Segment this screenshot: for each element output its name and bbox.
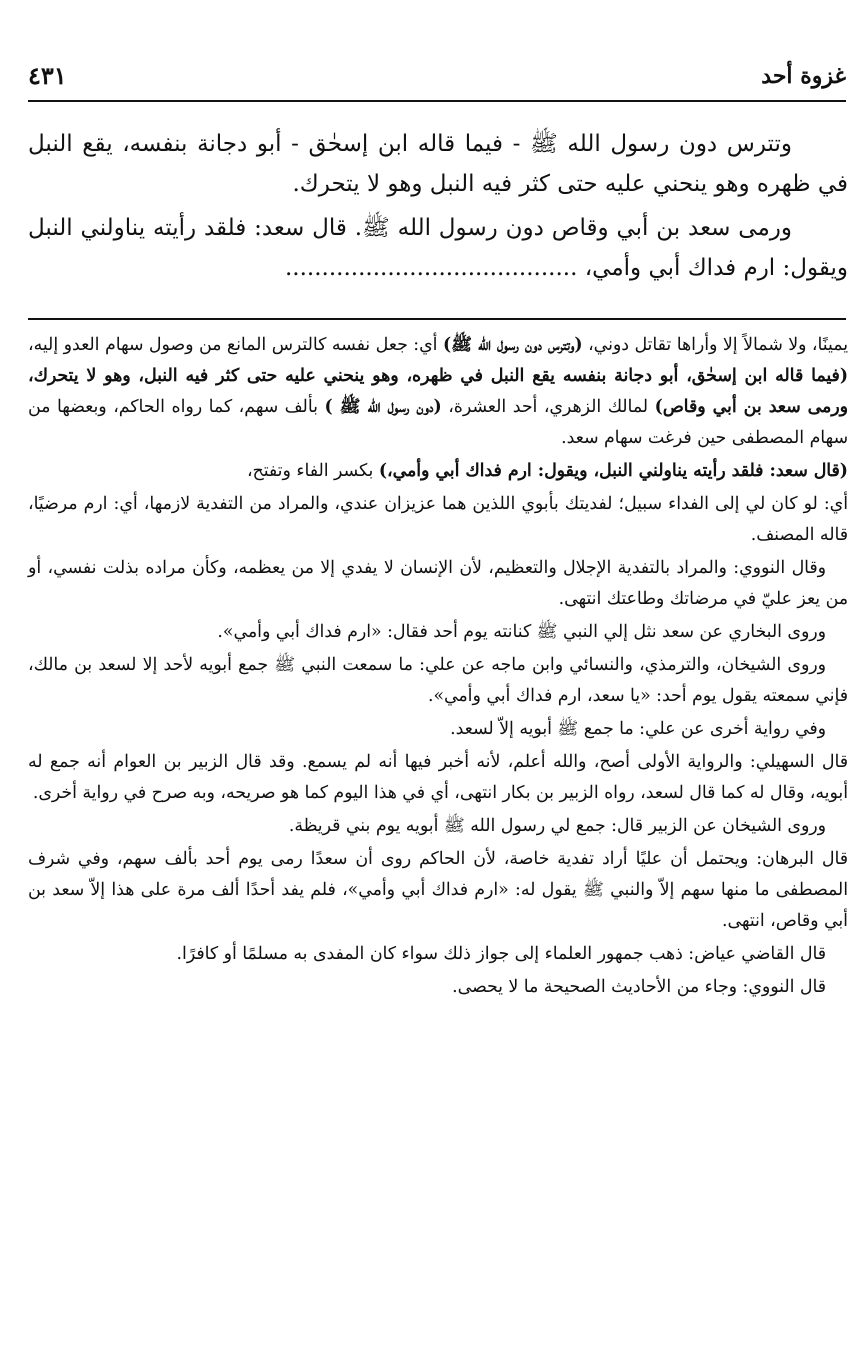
commentary-paragraph: قال القاضي عياض: ذهب جمهور العلماء إلى جواز ذلك سواء كان المفدى به مسلمًا أو كافرًا. [176,944,826,964]
commentary-span: بكسر الفاء وتفتح، [246,461,379,481]
page-header [28,56,846,96]
commentary-span: يمينًا، ولا شمالاً إلا وأراها تقاتل دوني، [582,335,849,355]
commentary-paragraph: قال البرهان: ويحتمل أن عليًا أراد تفدية خاصة، لأن الحاكم روى أن سعدًا رمى يوم أحد بألف سهم، وفي شرف المصطفى ما منها سهم إلاّ والنبي ﷺ يقول له: «ارم فداك أبي وأمي»، فلم يفد أحدًا ألف مرة على هذا إلاّ سعد بن أبي وقاص، انتهى. [28,849,848,931]
commentary-span: لمالك الزهري، أحد العشرة، [441,397,655,417]
commentary-text [28,330,848,1005]
quoted-matn: (دون رسول الله ﷺ ) [324,397,442,417]
quoted-matn: (قال سعد: فلقد رأيته يناولني النبل، ويقول: ارم فداك أبي وأمي،) [378,461,848,481]
commentary-paragraph [28,330,848,454]
commentary-paragraph [28,456,848,487]
page-number: ٤٣١ [28,61,67,90]
commentary-span: بألف سهم، كما رواه الحاكم، وبعضها من سهام المصطفى حين فرغت سهام سعد. [28,397,848,448]
commentary-span: أي: جعل نفسه كالترس المانع من وصول سهام العدو إليه، [28,335,443,355]
commentary-paragraph: قال السهيلي: والرواية الأولى أصح، والله أعلم، لأنه أخبر فيها أنه لم يسمع. وقد قال الزبير بن العوام أنه جمع له أبويه، وقال له كما قال لسعد، رواه الزبير بن بكار انتهى، أي في هذا اليوم كما هو صريحه، وبه صرح في رواية أخرى. [28,752,848,803]
quoted-matn: (وتترس دون رسول الله ﷺ) [442,335,583,355]
quoted-matn: (فيما قاله ابن إسحٰق، أبو دجانة بنفسه يقع النبل في ظهره، وهو ينحني عليه حتى كثر فيه النبل، وهو لا يتحرك، ورمى سعد بن أبي وقاص) [28,366,848,417]
main-text-paragraph [28,208,848,288]
commentary-paragraph: وروى الشيخان عن الزبير قال: جمع لي رسول الله ﷺ أبويه يوم بني قريظة. [288,816,826,836]
commentary-paragraph: وروى البخاري عن سعد نثل إلي النبي ﷺ كنانته يوم أحد فقال: «ارم فداك أبي وأمي». [217,622,826,642]
separator-rule [28,318,846,320]
main-text-line: ورمى سعد بن أبي وقاص دون رسول الله ﷺ. قال سعد: فلقد رأيته يناولني النبل ويقول: ارم فداك أبي وأمي، [28,215,848,281]
commentary-paragraph: أي: لو كان لي إلى الفداء سبيل؛ لفديتك بأبوي اللذين هما عزيزان عندي، والمراد من التفدية لازمها، أي: ارم مرضيًا، قاله المصنف. [28,494,848,545]
commentary-paragraph: قال النووي: وجاء من الأحاديث الصحيحة ما لا يحصى. [452,977,826,997]
commentary-paragraph: وروى الشيخان، والترمذي، والنسائي وابن ماجه عن علي: ما سمعت النبي ﷺ جمع أبويه لأحد إلا لسعد بن مالك، فإني سمعته يقول يوم أحد: «يا سعد، ارم فداك أبي وأمي». [28,655,848,706]
main-text [28,124,848,292]
ellipsis-dots: ........................................ [284,255,578,281]
running-title: غزوة أحد [761,63,846,89]
commentary-paragraph: وقال النووي: والمراد بالتفدية الإجلال والتعظيم، لأن الإنسان لا يفدي إلا من يعظمه، وكأن مراده بذلت نفسي، أو من يعز عليّ في مرضاتك وطاعتك انتهى. [28,558,848,609]
commentary-paragraph: وفي رواية أخرى عن علي: ما جمع ﷺ أبويه إلاّ لسعد. [450,719,826,739]
main-text-paragraph: وتترس دون رسول الله ﷺ - فيما قاله ابن إسحٰق - أبو دجانة بنفسه، يقع النبل في ظهره وهو ينحني عليه حتى كثر فيه النبل وهو لا يتحرك. [28,131,848,197]
header-rule [28,100,846,102]
